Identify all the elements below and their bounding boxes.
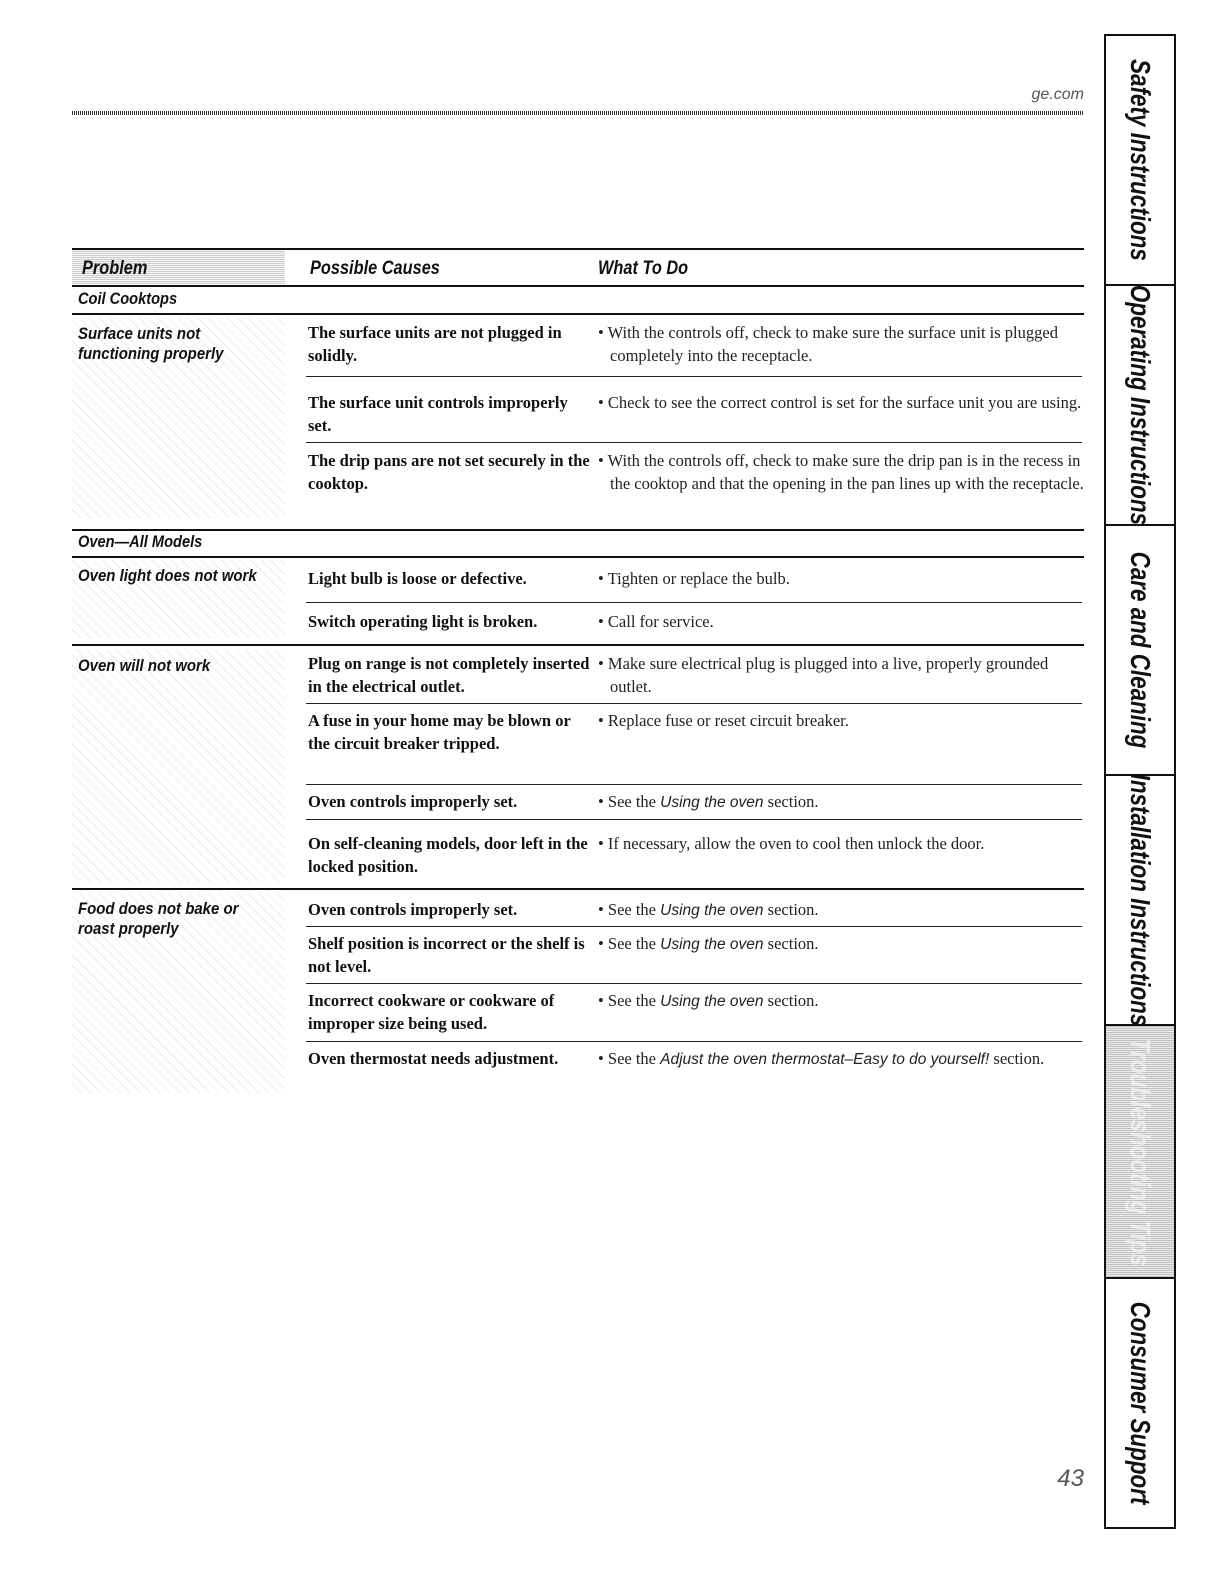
- section-tabs: [1104, 34, 1176, 1529]
- tab-safety-instructions[interactable]: [1106, 36, 1174, 286]
- problem-label: Surface units not functioning properly: [78, 324, 224, 363]
- problem-block: [72, 650, 285, 882]
- section-reference: Using the oven: [660, 936, 764, 953]
- tab-care-and-cleaning[interactable]: [1106, 526, 1174, 776]
- cause-text: A fuse in your home may be blown or the circuit breaker tripped.: [308, 711, 571, 753]
- todo-text: • Check to see the correct control is set for the surface unit you are using.: [598, 393, 1082, 412]
- problem-label: Oven light does not work: [78, 566, 257, 585]
- section-title-oven: Oven—All Models: [78, 532, 203, 551]
- header-rule: [72, 285, 1084, 287]
- row-rule: [306, 983, 1082, 984]
- cause-text: The surface unit controls improperly set.: [308, 393, 568, 435]
- tab-operating-instructions[interactable]: [1106, 286, 1174, 526]
- tab-consumer-support[interactable]: [1106, 1279, 1174, 1527]
- problem-column-header: [72, 250, 285, 284]
- cause-text: Oven controls improperly set.: [308, 792, 518, 811]
- row-rule: [306, 784, 1082, 785]
- cause-text: Plug on range is not completely inserted in the electrical outlet.: [308, 654, 590, 696]
- problem-block: [72, 560, 285, 638]
- section-reference: Using the oven: [660, 993, 764, 1010]
- todo-column-header: What To Do: [598, 258, 689, 279]
- todo-text-part: section.: [763, 934, 819, 953]
- tab-installation-instructions[interactable]: [1106, 773, 1174, 1027]
- todo-text: [598, 1047, 1092, 1071]
- todo-text-part: • See the: [598, 1049, 661, 1068]
- site-url: ge.com: [1031, 86, 1084, 103]
- cause-text: The drip pans are not set securely in the cooktop.: [308, 451, 590, 493]
- todo-text: • Tighten or replace the bulb.: [598, 569, 790, 588]
- todo-text: • With the controls off, check to make sure the surface unit is plugged completely into the receptacle.: [598, 323, 1058, 365]
- todo-text-part: section.: [989, 1049, 1045, 1068]
- section-reference: Using the oven: [660, 902, 764, 919]
- cause-text: Light bulb is loose or defective.: [308, 569, 527, 588]
- todo-text: • Call for service.: [598, 612, 714, 631]
- table-top-rule: [72, 248, 1084, 250]
- todo-text: • If necessary, allow the oven to cool then unlock the door.: [598, 834, 985, 853]
- todo-text: • With the controls off, check to make sure the drip pan is in the recess in the cooktop and that the opening in the pan lines up with the receptacle.: [598, 451, 1084, 493]
- todo-text: [598, 898, 1092, 922]
- tab-label: Installation Instructions: [1125, 773, 1156, 1027]
- cause-text: Oven thermostat needs adjustment.: [308, 1049, 559, 1068]
- section-reference: Adjust the oven thermostat–Easy to do yourself!: [660, 1051, 990, 1068]
- page-number: 43: [1057, 1465, 1084, 1492]
- problem-block: [72, 893, 285, 1093]
- row-rule: [306, 819, 1082, 820]
- todo-text-part: section.: [763, 900, 819, 919]
- cause-text: Incorrect cookware or cookware of improper size being used.: [308, 991, 555, 1033]
- section-reference: Using the oven: [660, 794, 764, 811]
- todo-text: [598, 790, 1092, 814]
- tab-label: Troubleshooting Tips: [1125, 1037, 1156, 1266]
- todo-text-part: section.: [763, 792, 819, 811]
- header-divider: [72, 111, 1084, 115]
- todo-text-part: • See the: [598, 792, 661, 811]
- todo-text: [598, 932, 1092, 956]
- tab-label: Operating Instructions: [1125, 284, 1156, 526]
- row-rule: [306, 602, 1082, 603]
- todo-text-part: • See the: [598, 934, 661, 953]
- cause-text: Switch operating light is broken.: [308, 612, 538, 631]
- todo-text-part: section.: [763, 991, 819, 1010]
- todo-text-part: • See the: [598, 900, 661, 919]
- cause-text: Shelf position is incorrect or the shelf is not level.: [308, 934, 585, 976]
- problem-block: [72, 318, 285, 518]
- row-rule: [306, 703, 1082, 704]
- problem-label: Oven will not work: [78, 656, 211, 675]
- problem-rule: [72, 888, 1084, 890]
- row-rule: [306, 376, 1082, 377]
- causes-column-header: Possible Causes: [310, 258, 440, 279]
- todo-text: • Replace fuse or reset circuit breaker.: [598, 711, 849, 730]
- cause-text: Oven controls improperly set.: [308, 900, 518, 919]
- problem-column-label: Problem: [82, 258, 148, 279]
- section-rule: [72, 556, 1084, 558]
- todo-text-part: • See the: [598, 991, 661, 1010]
- todo-text: • Make sure electrical plug is plugged into a live, properly grounded outlet.: [598, 654, 1049, 696]
- row-rule: [306, 926, 1082, 927]
- cause-text: On self-cleaning models, door left in the locked position.: [308, 834, 588, 876]
- section-rule: [72, 529, 1084, 531]
- row-rule: [306, 442, 1082, 443]
- todo-text: [598, 989, 1092, 1013]
- problem-rule: [72, 644, 1084, 646]
- section-rule: [72, 313, 1084, 315]
- tab-label: Care and Cleaning: [1125, 551, 1156, 749]
- tab-label: Consumer Support: [1125, 1301, 1156, 1505]
- row-rule: [306, 1041, 1082, 1042]
- section-title-coil: Coil Cooktops: [78, 289, 178, 308]
- cause-text: The surface units are not plugged in solidly.: [308, 323, 562, 365]
- tab-troubleshooting-tips[interactable]: [1106, 1026, 1174, 1279]
- tab-label: Safety Instructions: [1125, 59, 1156, 261]
- problem-label: Food does not bake or roast properly: [78, 899, 239, 938]
